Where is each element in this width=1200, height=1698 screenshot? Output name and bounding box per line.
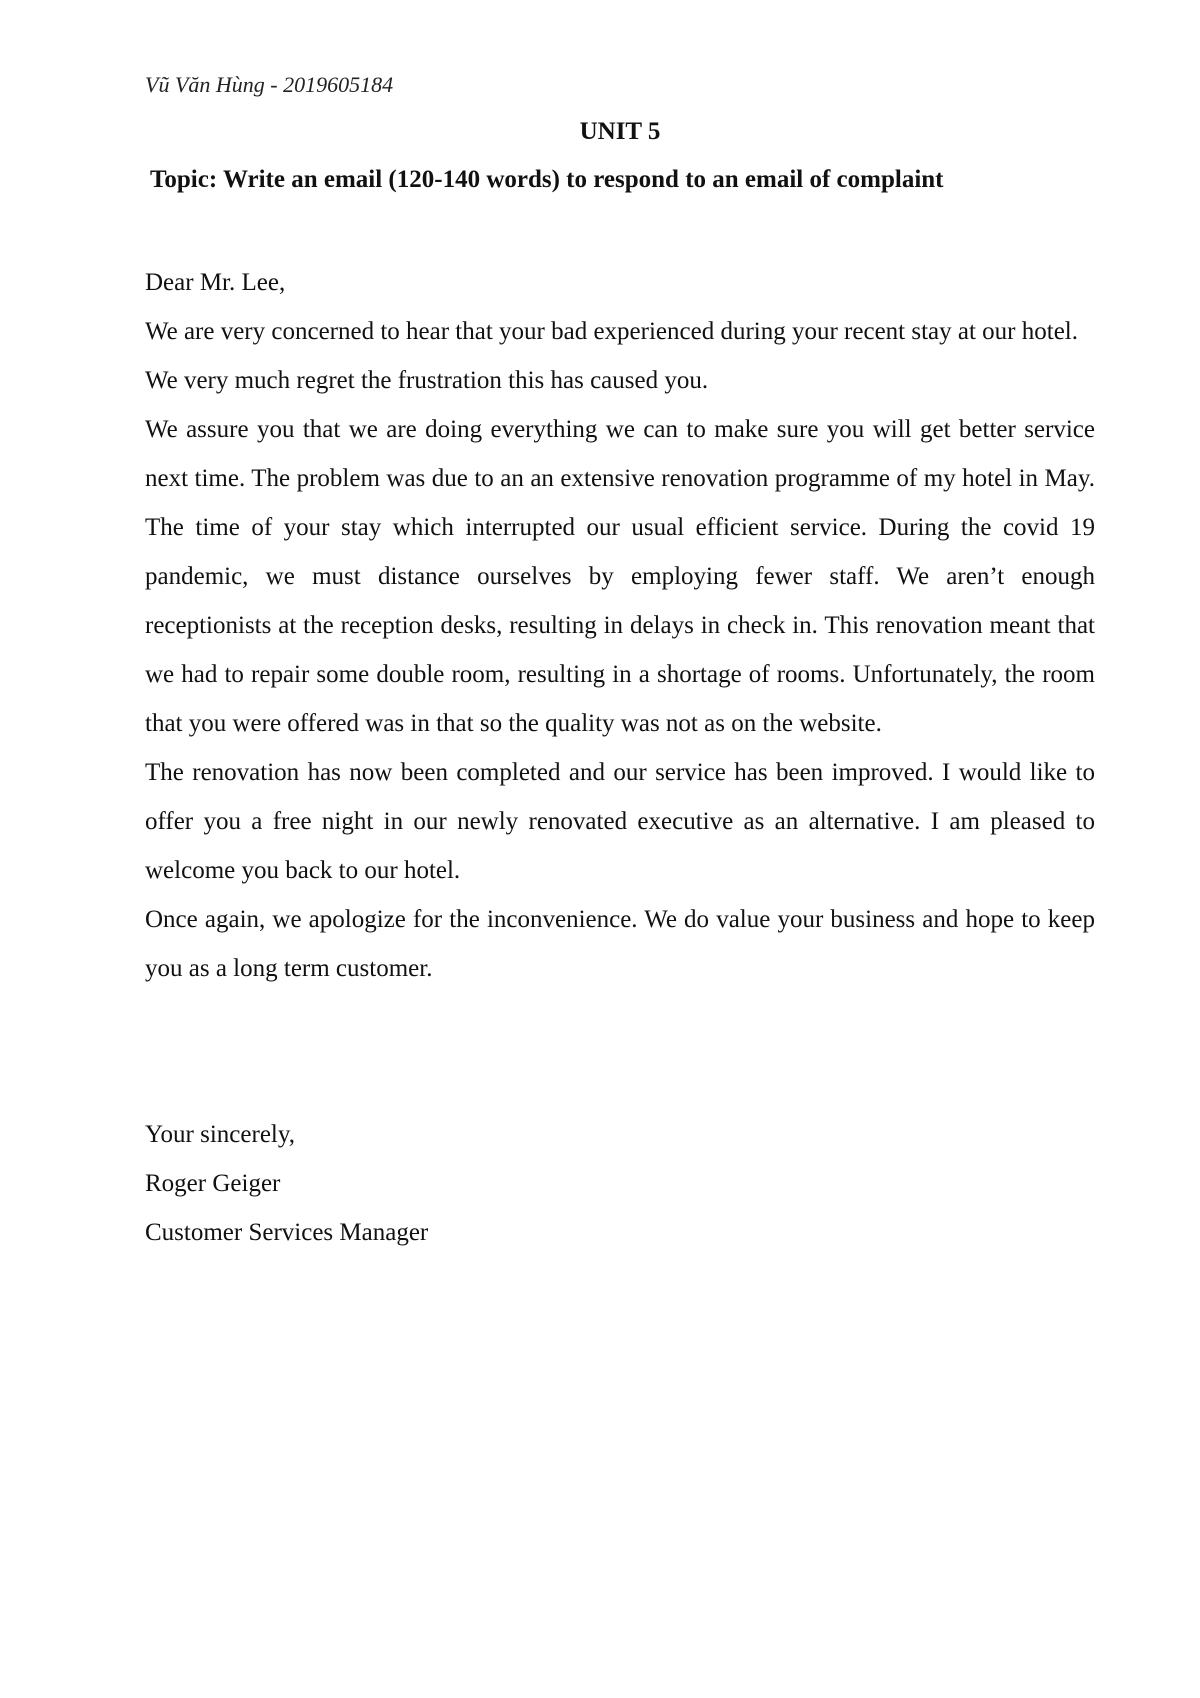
letter-body [145, 258, 1095, 993]
letter-paragraph-5: Once again, we apologize for the inconvenience. We do value your business and hope to keep you as a long term customer. [145, 906, 1095, 982]
letter-closing: Your sincerely, [145, 1121, 295, 1148]
letter-salutation: Dear Mr. Lee, [145, 269, 286, 296]
letter-paragraph-1: We are very concerned to hear that your bad experienced during your recent stay at our hotel. [145, 318, 1078, 345]
signature-title: Customer Services Manager [145, 1219, 429, 1246]
author-header: Vũ Văn Hùng - 2019605184 [145, 72, 394, 97]
letter-closing-block [145, 1110, 428, 1257]
letter-paragraph-2: We very much regret the frustration this has caused you. [145, 367, 709, 394]
letter-paragraph-4: The renovation has now been completed and our service has been improved. I would like to offer you a free night in our newly renovated executive as an alternative. I am pleased to welcome you back to our hotel. [145, 759, 1095, 884]
letter-paragraph-3: We assure you that we are doing everything we can to make sure you will get better service next time. The problem was due to an an extensive renovation programme of my hotel in May. The time of your stay which interrupted our usual efficient service. During the covid 19 pandemic, we must distance ourselves by employing fewer staff. We aren’t enough receptionists at the reception desks, resulting in delays in check in. This renovation meant that we had to repair some double room, resulting in a shortage of rooms. Unfortunately, the room that you were offered was in that so the quality was not as on the website. [145, 416, 1095, 737]
signature-name: Roger Geiger [145, 1170, 281, 1197]
unit-title: UNIT 5 [579, 118, 661, 145]
topic-heading: Topic: Write an email (120-140 words) to respond to an email of complaint [150, 166, 944, 193]
